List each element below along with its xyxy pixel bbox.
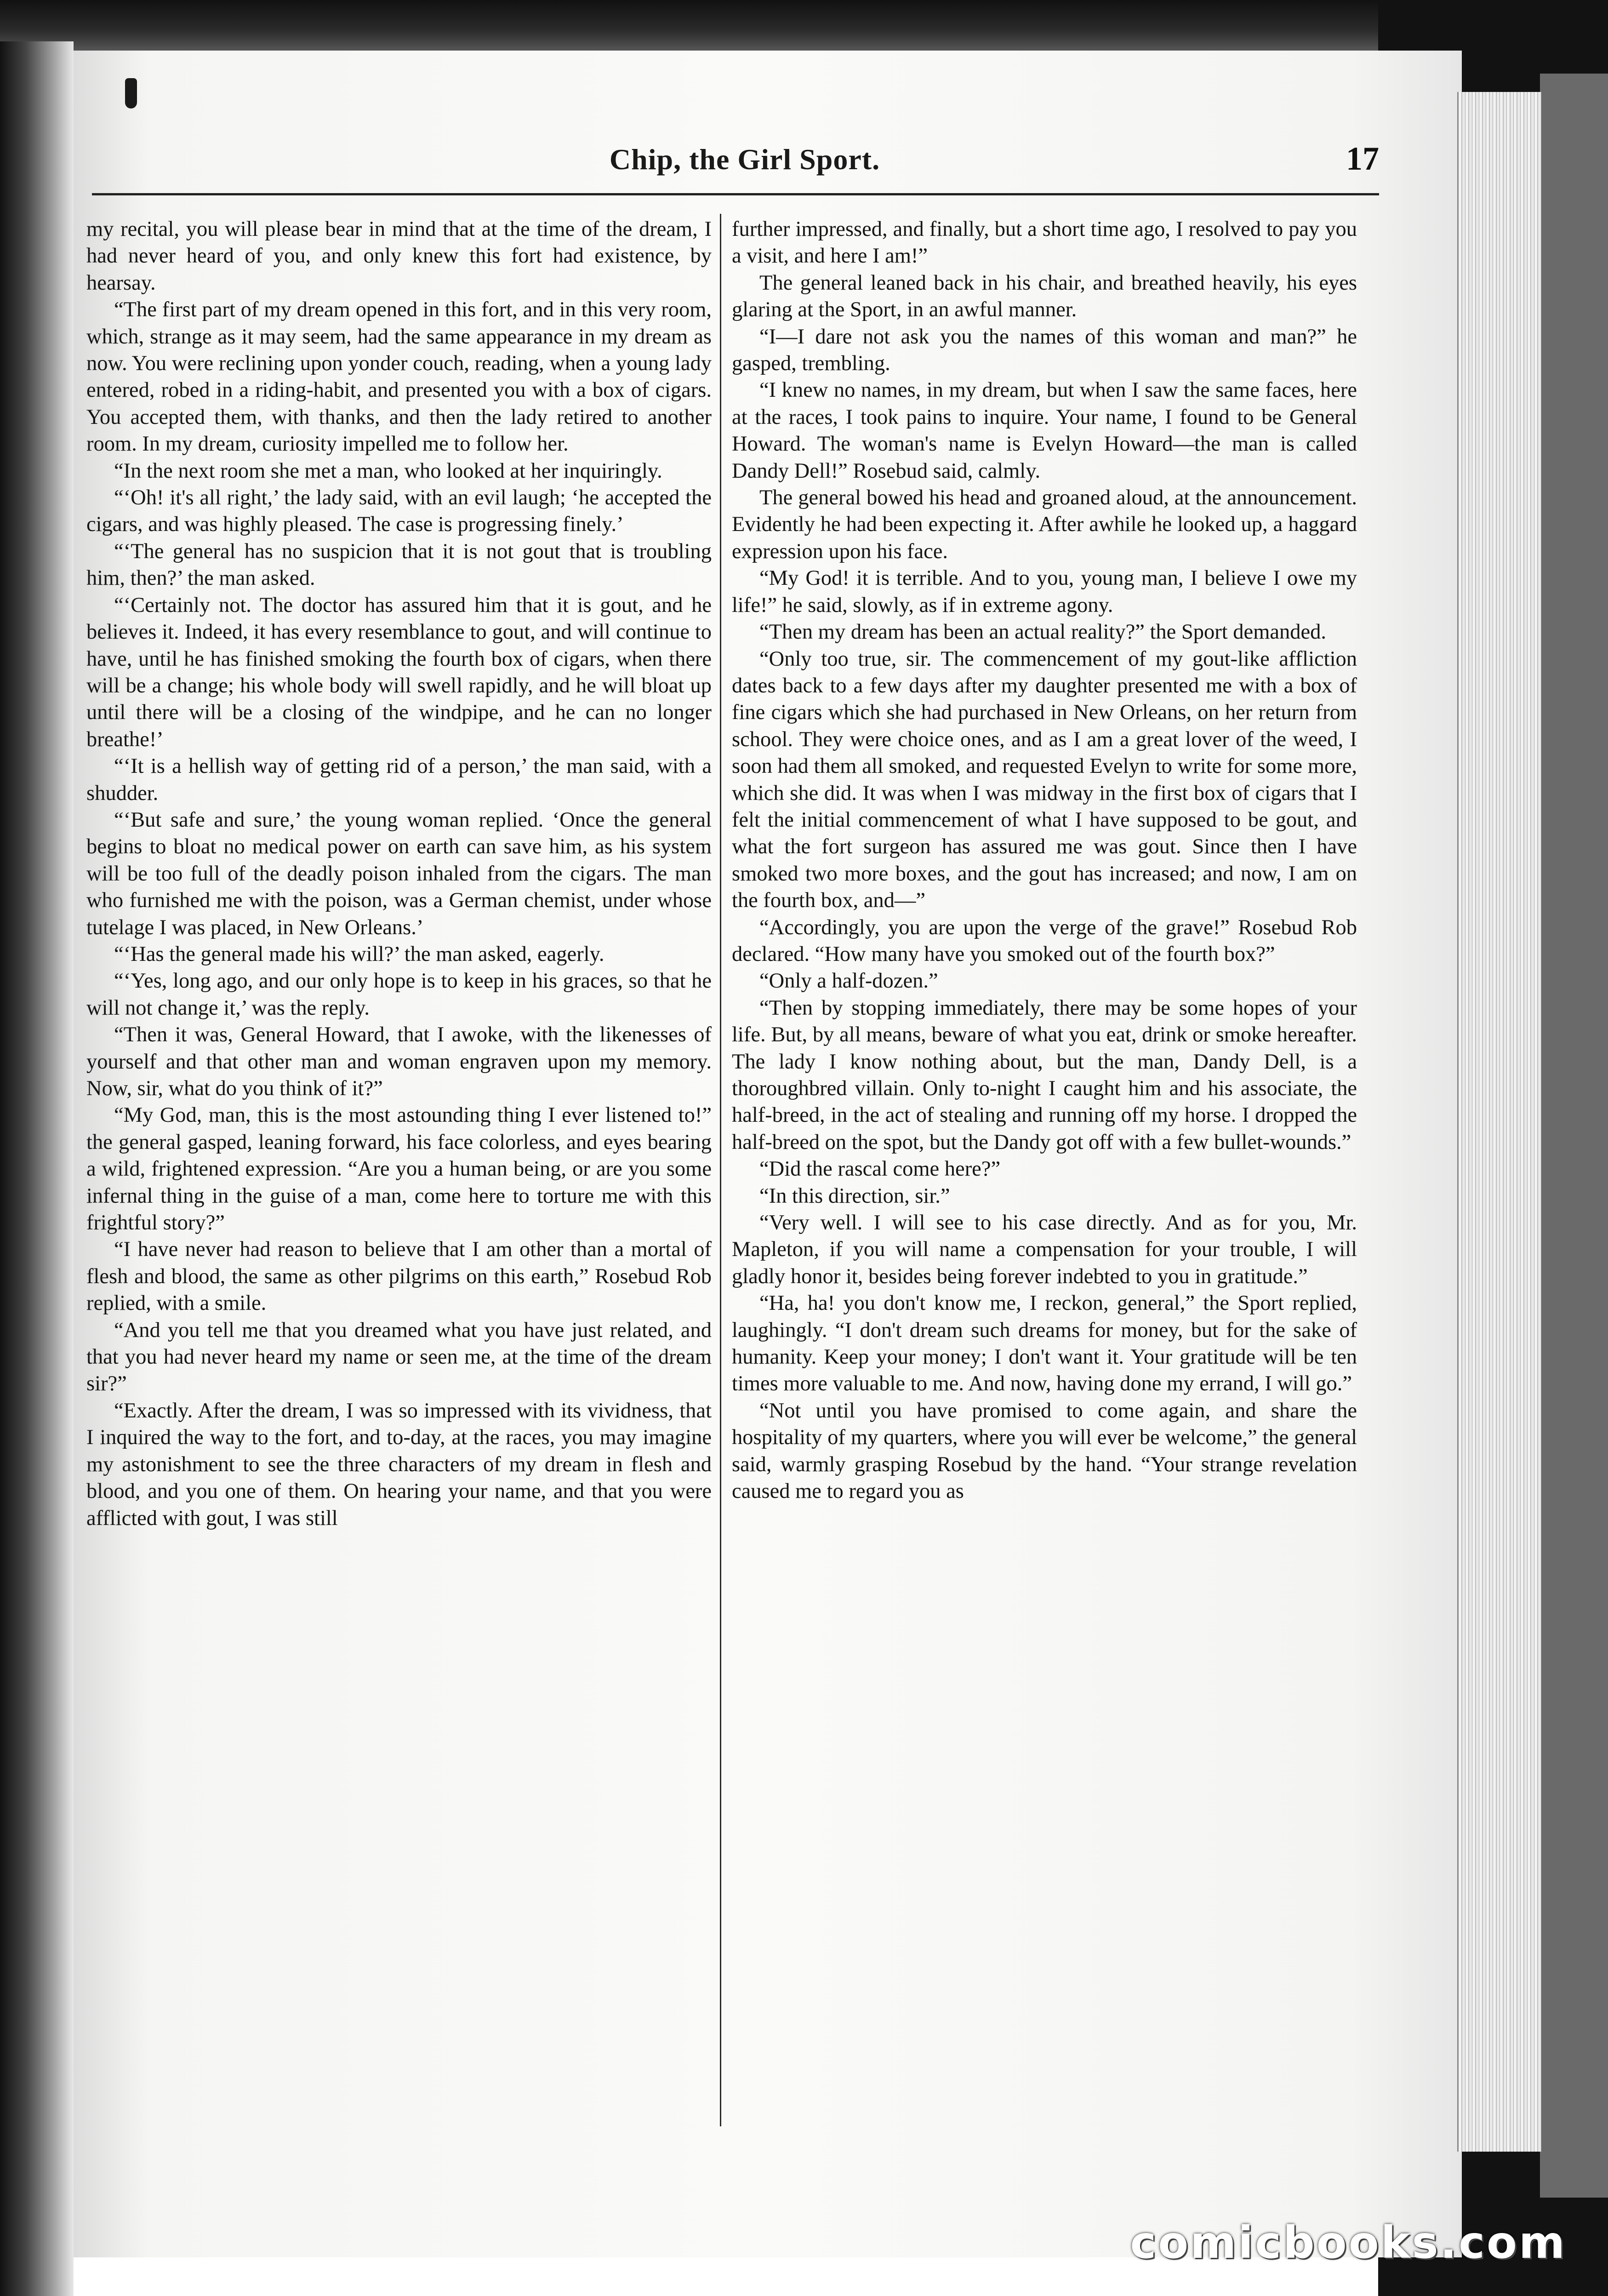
paragraph: further impressed, and finally, but a short time ago, I resolved to pay you a visit, and here I am!”	[732, 217, 1357, 268]
paragraph: “Exactly. After the dream, I was so impressed with its vividness, that I inquired the way to the fort, and to-day, at the races, you may imagine my astonishment to see the three characters of my dream in flesh and blood, and you one of them. On hearing your name, and that you were afflicted with gout, I was still	[86, 1399, 712, 1530]
running-title: Chip, the Girl Sport.	[609, 143, 880, 176]
paragraph: “Then by stopping immediately, there may be some hopes of your life. But, by all means, beware of what you eat, drink or smoke hereafter. The lady I know nothing about, but the man, Dandy Dell, is a thoroughbred villain. Only to-night I caught him and his associate, the half-breed, in the act of stealing and running off my horse. I dropped the half-breed on the spot, but the Dandy got off with a few bullet-wounds.”	[732, 996, 1357, 1154]
gutter-shadow	[0, 41, 74, 2296]
page-edges	[1457, 92, 1541, 2152]
paragraph: “Not until you have promised to come again, and share the hospitality of my quarters, where you will ever be welcome,” the general said, warmly grasping Rosebud by the hand. “Your strange revelation caused me to regard you as	[732, 1399, 1357, 1503]
paragraph: my recital, you will please bear in mind that at the time of the dream, I had never heard of you, and only knew this fort had existence, by hearsay.	[86, 217, 712, 295]
paragraph: “My God, man, this is the most astounding thing I ever listened to!” the general gasped, leaning forward, his face colorless, and eyes bearing a wild, frightened expression. “Are you a human being, or are you some infernal thing in the guise of a man, come here to torture me with this frightful story?”	[86, 1103, 712, 1235]
paragraph: “Only a half-dozen.”	[759, 969, 938, 993]
right-text-column	[732, 216, 1357, 2138]
paragraph: “The first part of my dream opened in this fort, and in this very room, which, strange as it may seem, had the same appearance in my dream as now. You were reclining upon yonder couch, reading, when a young lady entered, robed in a riding-habit, and presented you with a box of cigars. You accepted them, with thanks, and then the lady retired to another room. In my dream, curiosity impelled me to follow her.	[86, 298, 712, 456]
paragraph: “I knew no names, in my dream, but when I saw the same faces, here at the races, I took pains to inquire. Your name, I found to be General Howard. The woman's name is Evelyn Howard—the man is called Dandy Dell!” Rosebud said, calmly.	[732, 378, 1357, 483]
paragraph: “Accordingly, you are upon the verge of the grave!” Rosebud Rob declared. “How many have you smoked out of the fourth box?”	[732, 915, 1357, 966]
paragraph: “Then my dream has been an actual reality?” the Sport demanded.	[759, 620, 1327, 644]
paragraph: “I have never had reason to believe that I am other than a mortal of flesh and blood, the same as other pilgrims on this earth,” Rosebud Rob replied, with a smile.	[86, 1238, 712, 1315]
page-number: 17	[1346, 140, 1379, 177]
paragraph: “‘But safe and sure,’ the young woman replied. ‘Once the general begins to bloat no medical power on earth can save him, as his system will be too full of the deadly poison inhaled from the cigars. The man who furnished me with the poison, was a German chemist, under whose tutelage I was placed, in New Orleans.’	[86, 808, 712, 939]
left-text-column	[86, 216, 712, 2138]
paragraph: “Ha, ha! you don't know me, I reckon, general,” the Sport replied, laughingly. “I don't dream such dreams for money, but for the sake of humanity. Keep your money; I don't want it. Your gratitude will be ten times more valuable to me. And now, having done my errand, I will go.”	[732, 1291, 1357, 1396]
paragraph: The general bowed his head and groaned aloud, at the announcement. Evidently he had been expecting it. After awhile he looked up, a haggard expression upon his face.	[732, 486, 1357, 563]
paragraph: “Very well. I will see to his case directly. And as for you, Mr. Mapleton, if you will name a compensation for your trouble, I will gladly honor it, besides being forever indebted to you in gratitude.”	[732, 1211, 1357, 1288]
paragraph: “In this direction, sir.”	[759, 1184, 950, 1208]
paragraph: “My God! it is terrible. And to you, young man, I believe I owe my life!” he said, slowly, as if in extreme agony.	[732, 566, 1357, 617]
paragraph: “Did the rascal come here?”	[759, 1157, 1001, 1181]
paragraph: “‘Oh! it's all right,’ the lady said, with an evil laugh; ‘he accepted the cigars, and was highly pleased. The case is progressing finely.’	[86, 486, 712, 537]
page-header	[110, 138, 1379, 188]
scan-top-shadow	[0, 0, 1608, 51]
paragraph: “‘Certainly not. The doctor has assured him that it is gout, and he believes it. Indeed, it has every resemblance to gout, and will continue to have, until he has finished smoking the fourth box of cigars, when there will be a change; his whole body will swell rapidly, and he will bloat up until there will be a closing of the windpipe, and he can no longer breathe!’	[86, 593, 712, 751]
column-divider	[720, 214, 721, 2126]
paragraph: “In the next room she met a man, who looked at her inquiringly.	[114, 459, 662, 483]
paragraph: “‘Yes, long ago, and our only hope is to keep in his graces, so that he will not change it,’ was the reply.	[86, 969, 712, 1020]
header-rule	[92, 193, 1379, 195]
paragraph: “Then it was, General Howard, that I awoke, with the likenesses of yourself and that other man and woman engraven upon my memory. Now, sir, what do you think of it?”	[86, 1023, 712, 1100]
paragraph: “And you tell me that you dreamed what you have just related, and that you had never heard my name or seen me, at the time of the dream sir?”	[86, 1318, 712, 1396]
paragraph: “‘It is a hellish way of getting rid of a person,’ the man said, with a shudder.	[86, 754, 712, 805]
paragraph: “‘Has the general made his will?’ the man asked, eagerly.	[114, 942, 604, 966]
paragraph: “‘The general has no suspicion that it is not gout that is troubling him, then?’ the man asked.	[86, 539, 712, 590]
book-edge-shadow	[1540, 74, 1608, 2198]
paragraph: “I—I dare not ask you the names of this woman and man?” he gasped, trembling.	[732, 325, 1357, 376]
site-watermark: comicbooks.com	[1130, 2217, 1567, 2268]
ink-smudge-mark	[125, 78, 137, 109]
paragraph: “Only too true, sir. The commencement of my gout-like affliction dates back to a few days after my daughter presented me with a box of fine cigars which she had purchased in New Orleans, on her return from school. They were choice ones, and as I am a great lover of the weed, I soon had them all smoked, and requested Evelyn to write for some more, which she did. It was when I was midway in the first box of cigars that I felt the initial commencement of what I have supposed to be gout, and what the fort surgeon has assured me was gout. Since then I have smoked two more boxes, and the gout has increased; and now, I am on the fourth box, and—”	[732, 647, 1357, 913]
paragraph: The general leaned back in his chair, and breathed heavily, his eyes glaring at the Sport, in an awful manner.	[732, 271, 1357, 322]
